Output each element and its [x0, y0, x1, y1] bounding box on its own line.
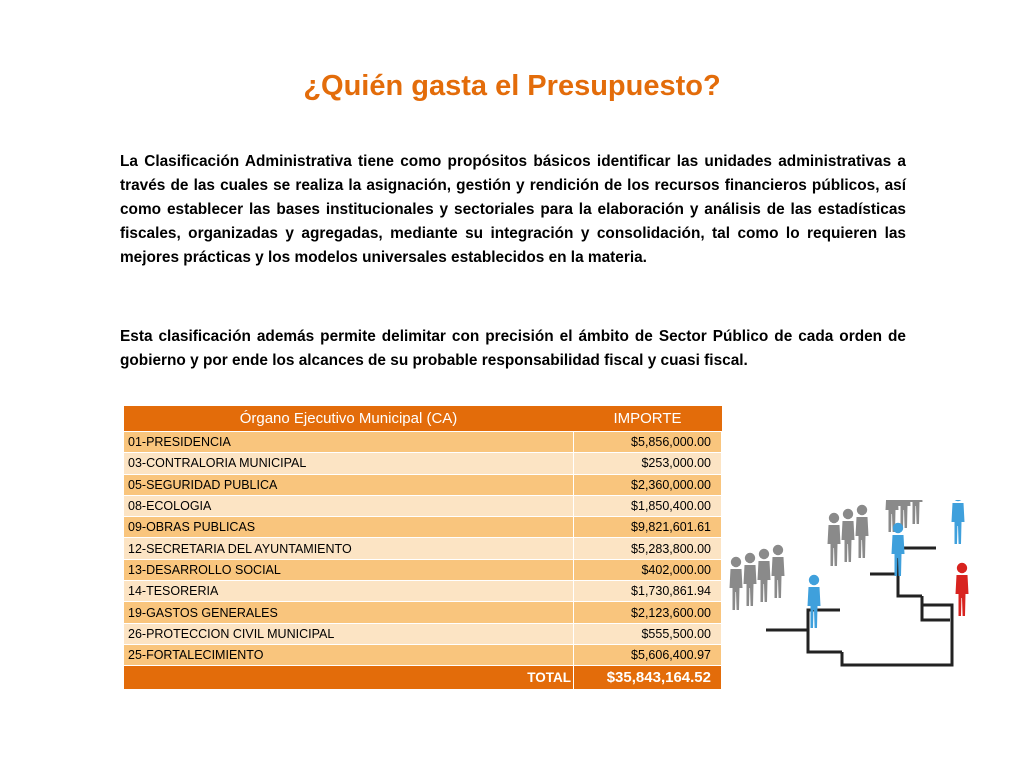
- amount-cell: $2,360,000.00: [574, 474, 722, 495]
- amount-cell: $1,850,400.00: [574, 495, 722, 516]
- table-row: [124, 559, 722, 580]
- table-row: [124, 453, 722, 474]
- amount-cell: $5,283,800.00: [574, 538, 722, 559]
- amount-cell: $5,606,400.97: [574, 644, 722, 665]
- unit-cell: 14-TESORERIA: [124, 581, 574, 602]
- org-chart-people-icon: [722, 500, 1012, 680]
- unit-cell: 13-DESARROLLO SOCIAL: [124, 559, 574, 580]
- unit-cell: 05-SEGURIDAD PUBLICA: [124, 474, 574, 495]
- header-amount: IMPORTE: [574, 406, 722, 432]
- unit-cell: 09-OBRAS PUBLICAS: [124, 517, 574, 538]
- unit-cell: 12-SECRETARIA DEL AYUNTAMIENTO: [124, 538, 574, 559]
- table-row: [124, 474, 722, 495]
- table-row: [124, 602, 722, 623]
- header-unit: Órgano Ejecutivo Municipal (CA): [124, 406, 574, 432]
- unit-cell: 08-ECOLOGIA: [124, 495, 574, 516]
- table-row: [124, 517, 722, 538]
- table-row: [124, 581, 722, 602]
- unit-cell: 25-FORTALECIMIENTO: [124, 644, 574, 665]
- scope-paragraph: Esta clasificación además permite delimitar con precisión el ámbito de Sector Público de cada orden de gobierno y por ende los alcances de su probable responsabilidad fiscal y cuasi fiscal.: [120, 328, 906, 369]
- amount-cell: $253,000.00: [574, 453, 722, 474]
- table-row: [124, 495, 722, 516]
- table-row: [124, 538, 722, 559]
- amount-cell: $9,821,601.61: [574, 517, 722, 538]
- amount-cell: $5,856,000.00: [574, 432, 722, 453]
- unit-cell: 03-CONTRALORIA MUNICIPAL: [124, 453, 574, 474]
- intro-paragraph: La Clasificación Administrativa tiene como propósitos básicos identificar las unidades administrativas a través de las cuales se realiza la asignación, gestión y rendición de los recursos financieros públicos, así como establecer las bases institucionales y sectoriales para la elaboración y análisis de las estadísticas fiscales, organizadas y agregadas, mediante su integración y consolidación, tal como lo requieren las mejores prácticas y los modelos universales establecidos en la materia.: [120, 153, 906, 266]
- budget-table: [123, 406, 722, 690]
- table-row: [124, 623, 722, 644]
- total-amount: $35,843,164.52: [574, 666, 722, 690]
- amount-cell: $555,500.00: [574, 623, 722, 644]
- unit-cell: 01-PRESIDENCIA: [124, 432, 574, 453]
- amount-cell: $1,730,861.94: [574, 581, 722, 602]
- amount-cell: $402,000.00: [574, 559, 722, 580]
- table-header-row: [124, 406, 722, 432]
- table-row: [124, 644, 722, 665]
- unit-cell: 19-GASTOS GENERALES: [124, 602, 574, 623]
- table-row: [124, 432, 722, 453]
- unit-cell: 26-PROTECCION CIVIL MUNICIPAL: [124, 623, 574, 644]
- slide-title: ¿Quién gasta el Presupuesto?: [303, 70, 721, 102]
- amount-cell: $2,123,600.00: [574, 602, 722, 623]
- total-label: TOTAL: [124, 666, 574, 690]
- total-row: [124, 666, 722, 690]
